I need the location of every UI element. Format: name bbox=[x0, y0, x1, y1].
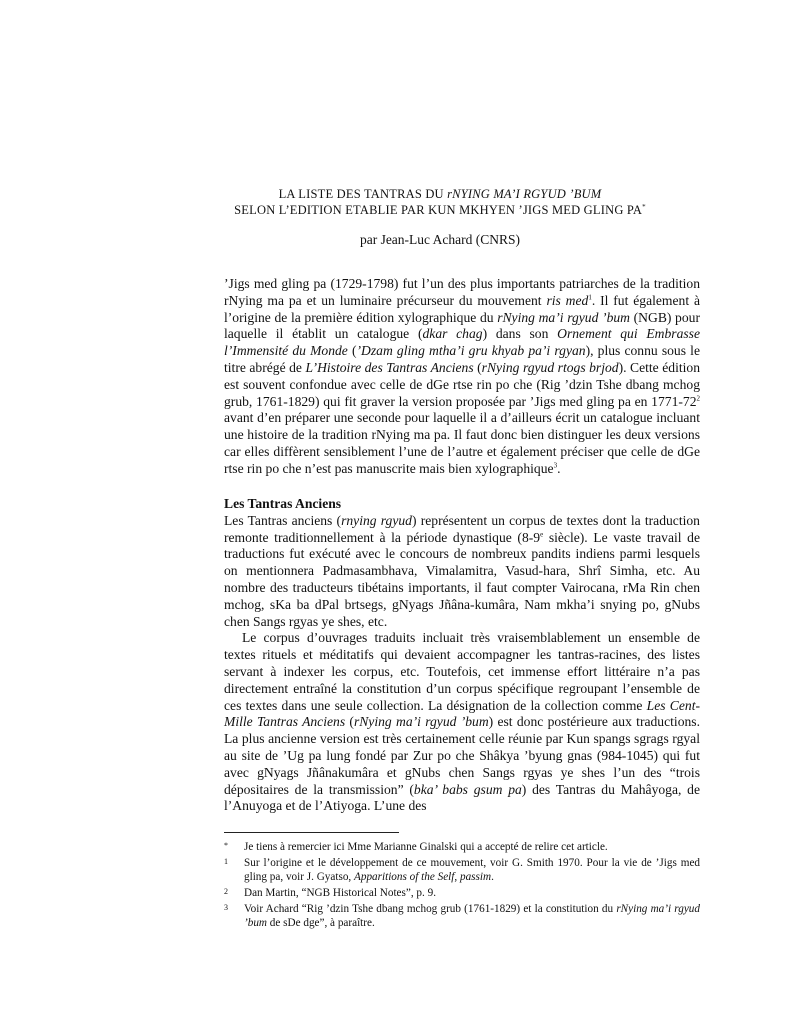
section-heading: Les Tantras Anciens bbox=[224, 496, 342, 511]
footnote-3: 3 Voir Achard “Rig ’dzin Tshe dbang mchog grub (1761-1829) et la constitution du rNying ma’i rgyud ’bum de sDe dge”, à paraître. bbox=[224, 903, 700, 929]
section-tantras-anciens bbox=[224, 496, 700, 815]
footnote-2: 2 Dan Martin, “NGB Historical Notes”, p. 9. bbox=[224, 887, 437, 899]
footnote-ref-3: 3 bbox=[553, 461, 558, 470]
intro-paragraph: ’Jigs med gling pa (1729-1798) fut l’un des plus importants patriarches de la tradition rNying ma pa et un luminaire précurseur du mouvement ris med$^1$. Il fut également à l’origine de la première édition xylographique du rNying ma’i rgyud ’bum (NGB) pour laquelle il établit un catalogue (dkar chag) dans son Ornement qui Embrasse l’Immensité du Monde (’Dzam gling mtha’i gru khyab pa’i rgyan), plus connu sous le titre abrégé de L’Histoire des Tantras Anciens (rNying rgyud rtogs brjod). Cette édition est souvent confondue avec celle de dGe rtse rin po che (Rig ’dzin Tshe dbang mchog grub, 1761-1829) qui fit graver la version proposée par ’Jigs med gling pa en $1771-72^2$ avant d’en préparer une seconde pour laquelle il a d’ailleurs écrit un catalogue incluant une histoire de la tradition rNying ma pa. Il faut donc bien distinguer les deux versions car elles diffèrent sensiblement l’une de l’autre et également préciser que celle de dGe rtse rin po che n’est pas manuscrite mais bien xylographique$^3$. bbox=[224, 276, 701, 476]
section-paragraph-1: Les Tantras anciens (rnying rgyud) représentent un corpus de textes dont la traduction remonte traditionnellement à la période dynastique (8-9e siècle). Le vaste travail de traductions fut exécuté avec le concours de nombreux pandits indiens parmi lesquels on mentionnera Padmasambhava, Vimalamitra, Vasud-hara, Shrî Simha, etc. Au nombre des traducteurs tibétains importants, il faut compter Vairocana, rMa Rin chen mchog, sKa ba dPal brtsegs, gNyags Jñâna-kumâra, Nam mkha’i snying po, gNubs chen Sangs rgyas ye shes, etc. bbox=[224, 512, 701, 629]
footnote-ref-1: 1 bbox=[588, 293, 592, 302]
footnote-ref-2: 2 bbox=[696, 394, 700, 403]
footnote-1: 1 Sur l’origine et le développement de ce mouvement, voir G. Smith 1970. Pour la vie de ’Jigs med gling pa, voir J. Gyatso, Apparitions of the Self, passim. bbox=[224, 857, 700, 883]
section-paragraph-2: Le corpus d’ouvrages traduits incluait très vraisemblablement un ensemble de textes rituels et méditatifs qui devaient accompagner les tantras-racines, des listes servant à indexer les corpus, etc. Toutefois, cet immense effort littéraire n’a pas directement entraîné la constitution d’un corpus spécifique regroupant l’ensemble de ces textes dans une seule collection. La désignation de la collection comme Les Cent-Mille Tantras Anciens (rNying ma’i rgyud ’bum) est donc postérieure aux traductions. La plus ancienne version est très certainement celle réunie par Kun spangs sgrags rgyal au site de ’Ug pa lung fondé par Zur po che Shâkya ’byung gnas (984-1045) qui fut avec gNyags Jñânakumâra et gNubs chen Sangs rgyas ye shes l’un des “trois dépositaires de la transmission” (bka’ babs gsum pa) des Tantras du Mahâyoga, de l’Anuyoga et de l’Atiyoga. L’une des bbox=[224, 630, 700, 814]
title-line-1: LA LISTE DES TANTRAS DU rNYING MA’I RGYUD ’BUM bbox=[278, 187, 602, 201]
footnote-star: * Je tiens à remercier ici Mme Marianne Ginalski qui a accepté de relire cet article. bbox=[224, 841, 608, 853]
article-title bbox=[180, 186, 700, 218]
title-line-2: SELON L’EDITION ETABLIE PAR KUN MKHYEN ’JIGS MED GLING PA* bbox=[234, 202, 646, 217]
title-footnote-mark: * bbox=[642, 202, 646, 211]
footnotes bbox=[224, 840, 700, 932]
author-line: par Jean-Luc Achard (CNRS) bbox=[359, 232, 521, 247]
footnote-separator bbox=[224, 832, 399, 833]
